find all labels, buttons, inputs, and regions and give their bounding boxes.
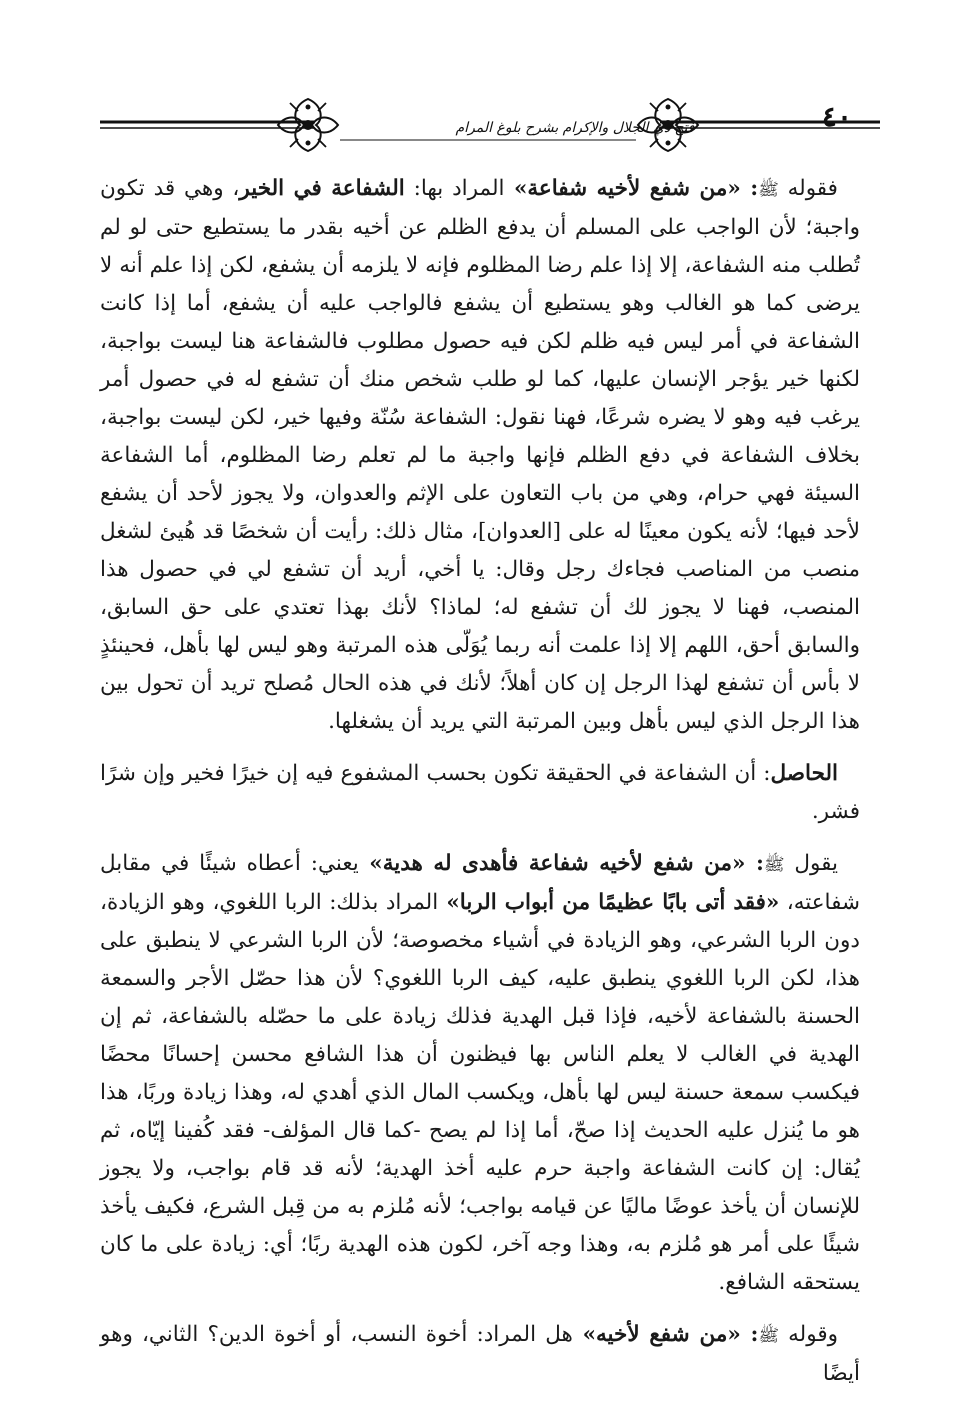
page-number: ٤٠	[821, 100, 852, 133]
hadith-quote: «فقد أتى بابًا عظيمًا من أبواب الربا»	[438, 890, 780, 915]
text-segment: : أن الشفاعة في الحقيقة تكون بحسب المشفوع فيه إن خيرًا فخير وإن شرًا فشر.	[100, 761, 860, 824]
salutation-glyph: ﷺ	[763, 855, 785, 875]
body-text	[100, 170, 860, 1393]
book-title: فتح ذي الجلال والإكرام بشرح بلوغ المرام	[455, 120, 695, 136]
key-term: الشفاعة في الخير	[239, 176, 405, 201]
salutation-glyph: ﷺ	[758, 1326, 780, 1346]
text-segment: هل المراد: أخوة النسب، أو أخوة الدين؟ الثاني، وهو أيضًا	[100, 1322, 860, 1386]
text-segment: ، وهي قد تكون واجبة؛ لأن الواجب على المسلم أن يدفع الظلم عن أخيه بقدر ما يستطيع حتى لو لم تُطلب منه الشفاعة، إلا إذا علم رضا المظلوم فإنه لا يلزمه أن يشفع، لكن إذا علم أنه لا يرضى كما هو الغالب وهو يستطيع أن يشفع فالواجب عليه أن يشفع، أما إذا كانت الشفاعة في أمر ليس فيه ظلم لكن فيه حصول مطلوب فالشفاعة هنا ليست بواجبة، لكنها خير يؤجر الإنسان عليها، كما لو طلب شخص منك أن تشفع له في حصول أمر يرغب فيه وهو لا يضره شرعًا، فهنا نقول: الشفاعة سُنّة وفيها خير، لكن ليست بواجبة، بخلاف الشفاعة في دفع الظلم فإنها واجبة ما لم تعلم رضا المظلوم، أما الشفاعة السيئة فهي حرام، وهي من باب التعاون على الإثم والعدوان، ولا يجوز لأحد أن يشفع لأحد فيها؛ لأنه يكون معينًا له على [العدوان]، مثال ذلك: رأيت أن شخصًا قد هُيئ لشغل منصب من المناصب فجاءك رجل وقال: يا أخي، أريد أن تشفع لي في حصول هذا المنصب، فهنا لا يجوز لك أن تشفع له؛ لماذا؟ لأنك بهذا تعتدي على حق السابق، والسابق أحق، اللهم إلا إذا علمت أنه ربما يُوَلّى هذه المرتبة وهو ليس لها بأهل، فحينئذٍ لا بأس أن تشفع لهذا الرجل إن كان أهلاً؛ لأنك في هذه الحال مُصلح تريد أن تحول بين هذا الرجل الذي ليس بأهل وبين المرتبة التي يريد أن يشغلها.	[100, 176, 860, 734]
paragraph	[100, 170, 860, 741]
text-segment: المراد بذلك: الربا اللغوي، وهو الزيادة، دون الربا الشرعي، وهو الزيادة في أشياء مخصوصة؛ لأن الربا الشرعي لا ينطبق على هذا، لكن الربا اللغوي ينطبق عليه، كيف الربا اللغوي؟ لأن هذا حصّل الأجر والسمعة الحسنة بالشفاعة لأخيه، فإذا قبل الهدية فذلك زيادة على ما حصّله بالشفاعة، ثم إن الهدية في الغالب لا يعلم الناس بها فيظنون أن هذا الشافع محسن إحسانًا محضًا فيكسب سمعة حسنة ليس لها بأهل، ويكسب المال الذي أهدي له، وهذا زيادة وربًا، هذا هو ما يُنزل عليه الحديث إذا صحّ، أما إذا لم يصح -كما قال المؤلف- فقد كُفينا إيّاه، ثم يُقال: إن كانت الشفاعة واجبة حرم عليه أخذ الهدية؛ لأنه قد قام بواجب، ولا يجوز للإنسان أن يأخذ عوضًا ماليًا عن قيامه بواجب؛ لأنه مُلزم به من قِبل الشرع، فكيف يأخذ شيئًا على أمر هو مُلزم به، وهذا وجه آخر، لكون هذه الهدية ربًا؛ أي: زيادة على ما كان يستحقه الشافع.	[100, 890, 860, 1295]
hadith-quote: : «من شفع لأخيه»	[572, 1322, 759, 1347]
salutation-glyph: ﷺ	[758, 180, 779, 200]
paragraph	[100, 755, 860, 831]
hadith-quote: : «من شفع لأخيه شفاعة فأهدى له هدية»	[358, 851, 764, 876]
key-term: الحاصل	[770, 761, 838, 786]
paragraph	[100, 845, 860, 1302]
paragraph	[100, 1316, 860, 1393]
text-segment: المراد بها:	[404, 176, 505, 201]
text-segment: فقوله	[778, 176, 838, 201]
text-segment: يقول	[784, 851, 838, 876]
text-segment: يعني: أعطاه شيئًا في مقابل شفاعته،	[100, 851, 861, 915]
text-segment: وقوله	[779, 1322, 838, 1347]
hadith-quote: : «من شفع لأخيه شفاعة»	[504, 176, 759, 201]
page-header	[100, 92, 880, 168]
